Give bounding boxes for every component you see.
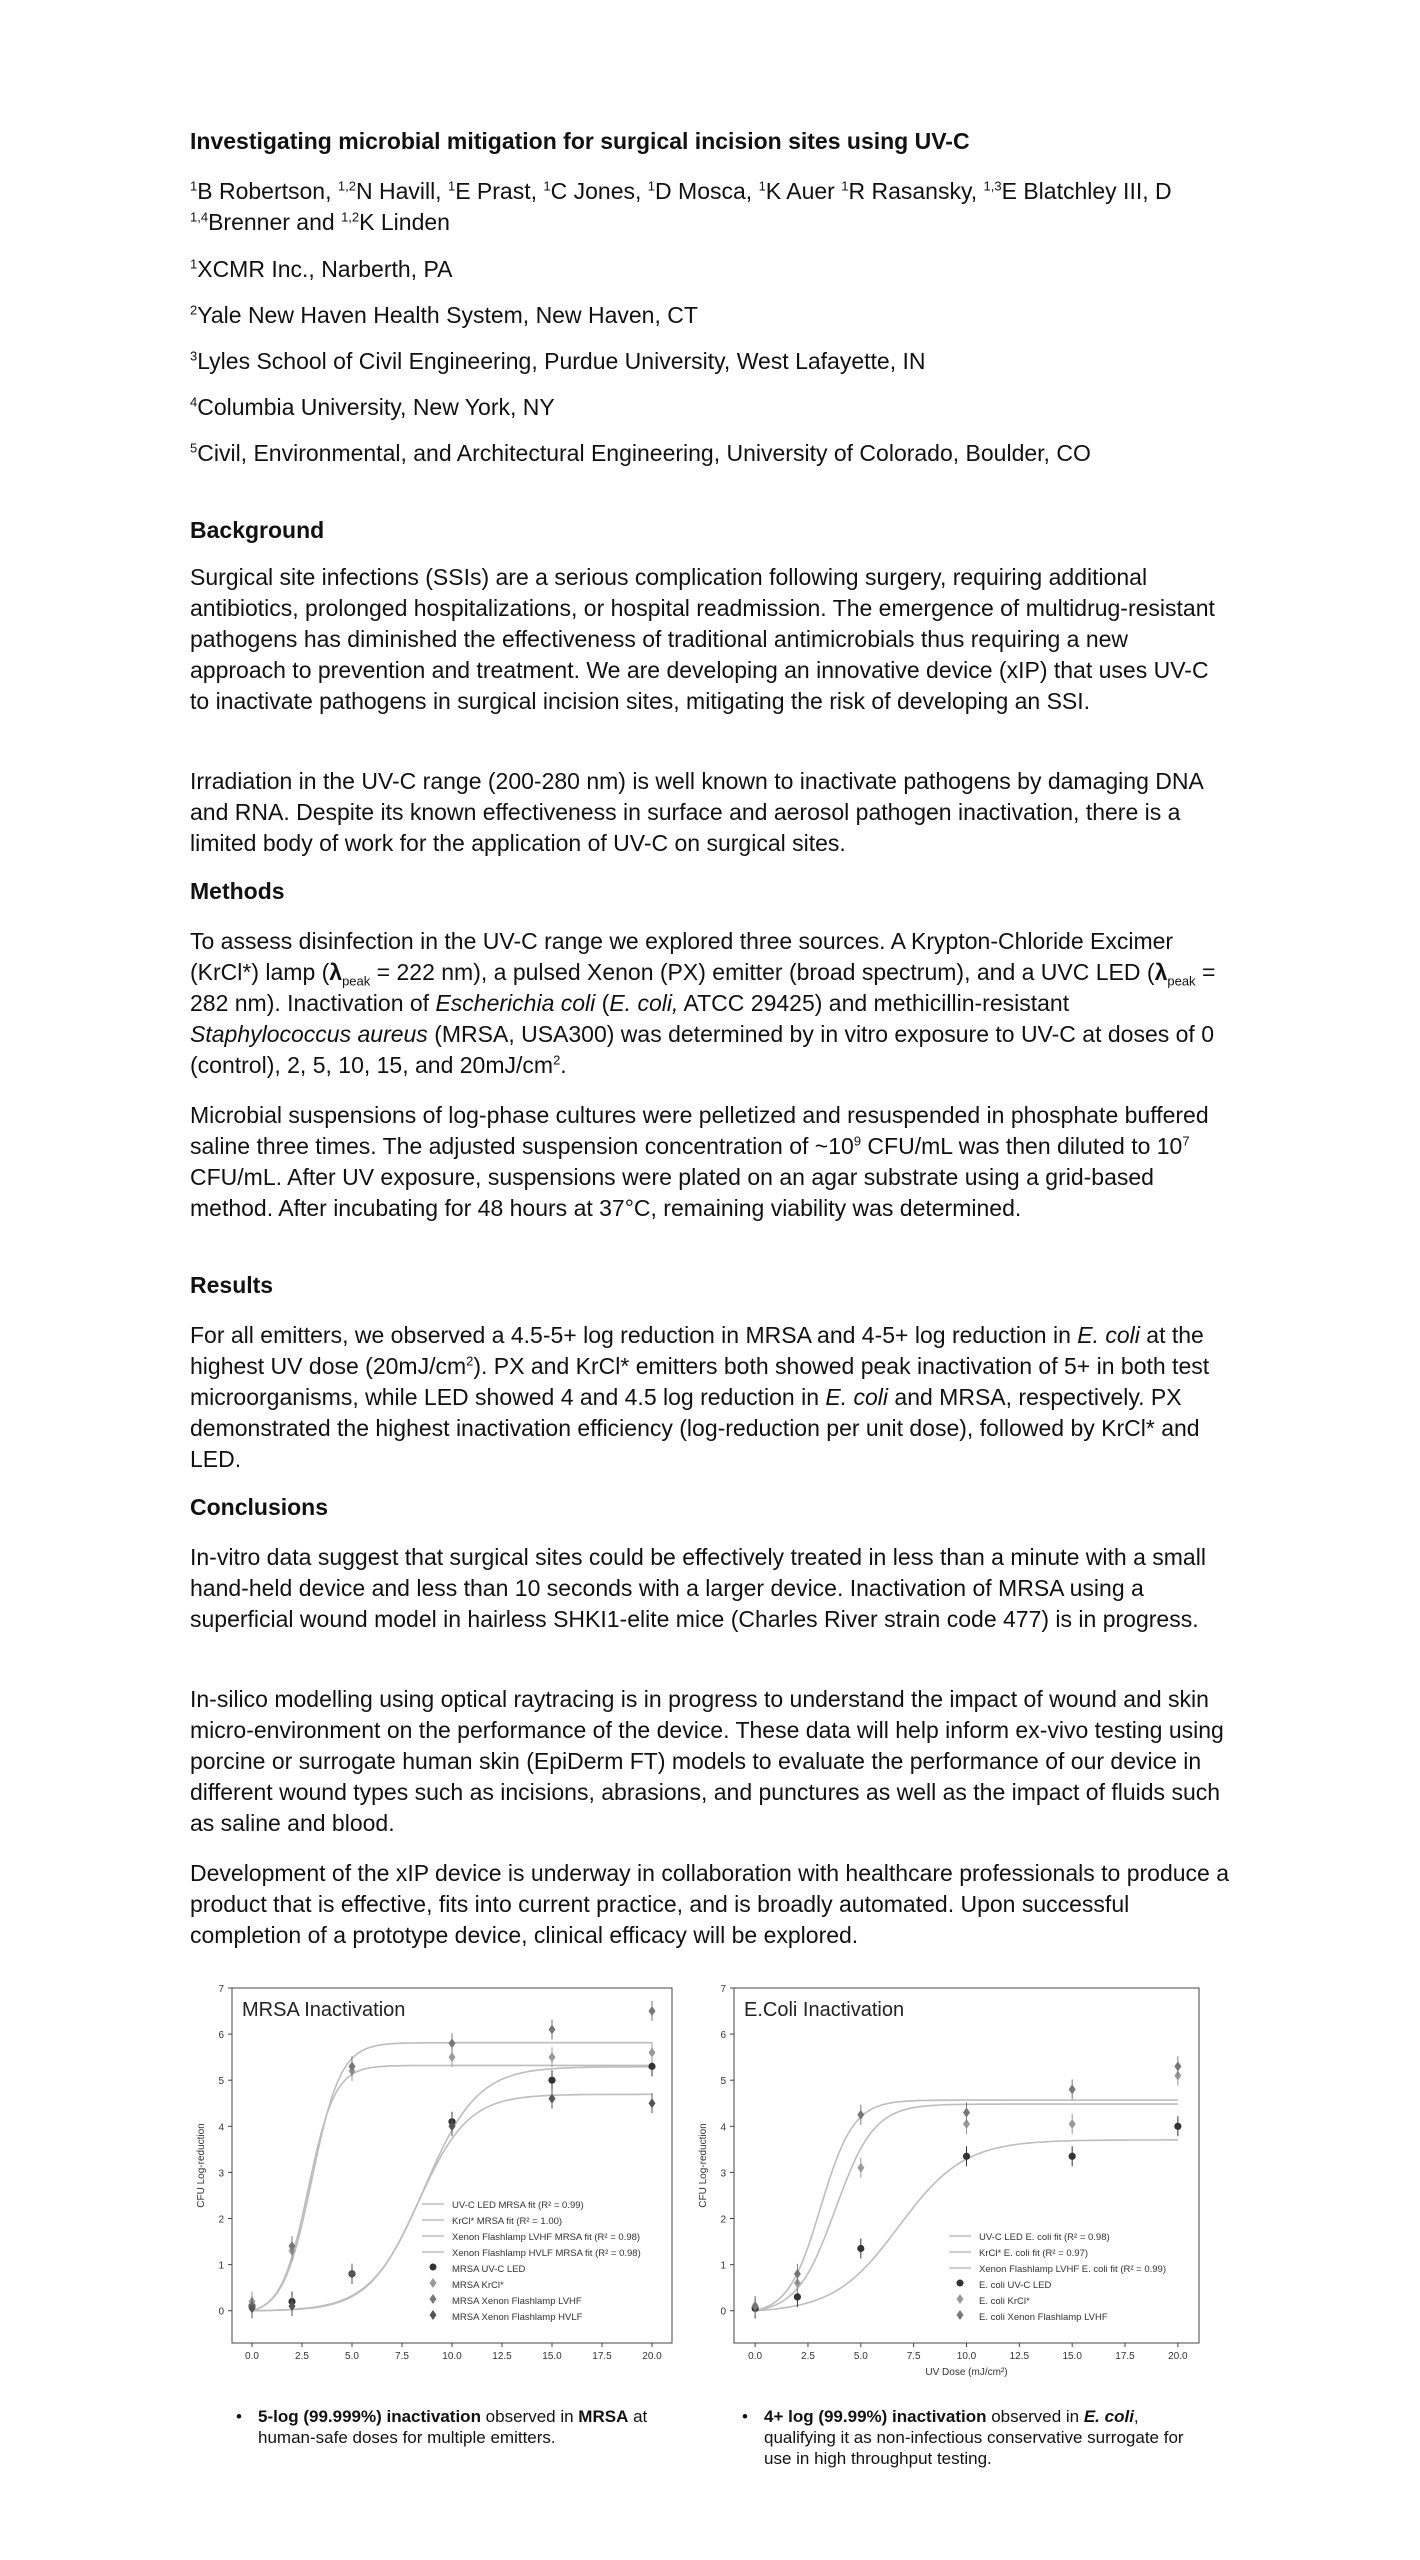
legend-label: E. coli UV-C LED bbox=[979, 2280, 1052, 2291]
legend-label: UV-C LED MRSA fit (R² = 0.99) bbox=[452, 2200, 584, 2211]
y-tick-label: 7 bbox=[218, 1984, 224, 1995]
legend-label: E. coli KrCl* bbox=[979, 2296, 1030, 2307]
author: $^{1,2}$N Havill, bbox=[337, 178, 448, 204]
y-tick-label: 2 bbox=[218, 2214, 224, 2226]
results-paragraph: For all emitters, we observed a 4.5-5+ log reduction in MRSA and 4-5+ log reduction in E. coli at the highest UV dose $(20mJ/cm^2)$. PX and KrCl* emitters both showed peak inactivation of 5+ in both test microorganisms, while LED showed 4 and 4.5 log reduction in E. coli and MRSA, respectively. PX demonstrated the highest inactivation efficiency (log-reduction per unit dose), followed by KrCl* and LED. bbox=[190, 1322, 1210, 1472]
x-tick-label: 0.0 bbox=[245, 2351, 259, 2362]
author: $^1$C Jones, bbox=[543, 178, 648, 204]
legend-label: MRSA UV-C LED bbox=[452, 2264, 526, 2275]
author: $^{1,4}$Brenner and bbox=[190, 209, 342, 235]
author: $^1$D Mosca, bbox=[647, 178, 759, 204]
data-point bbox=[857, 2245, 864, 2252]
legend-label: KrCl* E. coli fit (R² = 0.97) bbox=[979, 2248, 1089, 2259]
data-point bbox=[963, 2153, 970, 2160]
x-tick-label: 0.0 bbox=[748, 2351, 763, 2362]
y-tick-label: 7 bbox=[720, 1984, 726, 1995]
conclusions-paragraph-1: In-vitro data suggest that surgical sites could be effectively treated in less than a minute with a small hand-held device and less than 10 seconds with a larger device. Inactivation of MRSA using a superficial wound model in hairless SHKI1-elite mice (Charles River strain code 477) is in progress. bbox=[190, 1544, 1206, 1632]
legend-label: MRSA Xenon Flashlamp HVLF bbox=[452, 2312, 583, 2323]
data-point bbox=[648, 2063, 655, 2070]
x-tick-label: 5.0 bbox=[345, 2351, 359, 2362]
affiliation: $^5$Civil, Environmental, and Architectural Engineering, University of Colorado, Boulder, CO bbox=[190, 440, 1091, 466]
legend-label: Xenon Flashlamp HVLF MRSA fit (R² = 0.98) bbox=[452, 2248, 641, 2259]
legend-label: MRSA KrCl* bbox=[452, 2280, 504, 2291]
data-point bbox=[794, 2293, 801, 2300]
y-tick-label: 5 bbox=[218, 2076, 224, 2088]
y-tick-label: 3 bbox=[720, 2168, 726, 2180]
x-tick-label: 10.0 bbox=[442, 2351, 462, 2362]
author: $^1$E Prast, bbox=[447, 178, 544, 204]
y-tick-label: 0 bbox=[720, 2306, 726, 2318]
chart-title: MRSA Inactivation bbox=[242, 1999, 406, 2021]
y-axis-label: CFU Log-reduction bbox=[698, 2123, 709, 2208]
x-tick-label: 10.0 bbox=[956, 2351, 977, 2362]
conclusions-heading: Conclusions bbox=[190, 1494, 329, 1520]
mrsa-inactivation-chart bbox=[190, 1978, 690, 2383]
affiliation: $^4$Columbia University, New York, NY bbox=[190, 394, 555, 420]
affiliation: $^1$XCMR Inc., Narberth, PA bbox=[190, 256, 453, 282]
y-tick-label: 0 bbox=[218, 2306, 224, 2318]
author: $^{1,2}$K Linden bbox=[341, 209, 450, 235]
data-point bbox=[548, 2077, 555, 2084]
mrsa-caption: • 5-log (99.999%) inactivation observed in MRSA at human-safe doses for multiple emitters. bbox=[236, 2407, 648, 2447]
x-tick-label: 17.5 bbox=[1115, 2351, 1135, 2362]
x-tick-label: 2.5 bbox=[801, 2351, 815, 2362]
bullet: • bbox=[236, 2407, 242, 2426]
affiliation: $^3$Lyles School of Civil Engineering, Purdue University, West Lafayette, IN bbox=[190, 348, 926, 374]
y-tick-label: 3 bbox=[218, 2168, 224, 2180]
legend-label: E. coli Xenon Flashlamp LVHF bbox=[979, 2312, 1108, 2323]
x-tick-label: 5.0 bbox=[853, 2351, 868, 2362]
results-heading: Results bbox=[190, 1272, 274, 1298]
legend-label: MRSA Xenon Flashlamp LVHF bbox=[452, 2296, 582, 2307]
legend-label: UV-C LED E. coli fit (R² = 0.98) bbox=[979, 2232, 1110, 2243]
x-tick-label: 12.5 bbox=[492, 2351, 512, 2362]
affiliation: $^2$Yale New Haven Health System, New Haven, CT bbox=[190, 302, 698, 328]
paper-title: Investigating microbial mitigation for surgical incision sites using UV-C bbox=[190, 128, 970, 154]
x-tick-label: 15.0 bbox=[1062, 2351, 1082, 2362]
conclusions-paragraph-2: In-silico modelling using optical raytracing is in progress to understand the impact of wound and skin micro-environment on the performance of the device. These data will help inform ex-vivo testing using porcine or surrogate human skin (EpiDerm FT) models to evaluate the performance of our device in different wound types such as incisions, abrasions, and punctures as well as the impact of fluids such as saline and blood. bbox=[190, 1686, 1224, 1836]
data-point bbox=[1174, 2123, 1181, 2130]
ecoli-inactivation-chart bbox=[692, 1978, 1212, 2383]
y-tick-label: 1 bbox=[720, 2260, 726, 2272]
x-tick-label: 20.0 bbox=[1168, 2351, 1188, 2362]
data-point bbox=[1069, 2153, 1076, 2160]
author: $^1$R Rasansky, bbox=[841, 178, 984, 204]
legend-label: Xenon Flashlamp LVHF MRSA fit (R² = 0.98) bbox=[452, 2232, 641, 2243]
ecoli-caption: • 4+ log (99.99%) inactivation observed in E. coli, qualifying it as non-infectious conservative surrogate for use in high throughput testing. bbox=[742, 2407, 1184, 2468]
background-paragraph-2: Irradiation in the UV-C range (200-280 nm) is well known to inactivate pathogens by damaging DNA and RNA. Despite its known effectiveness in surface and aerosol pathogen inactivation, there is a limited body of work for the application of UV-C on surgical sites. bbox=[190, 768, 1203, 856]
author-list bbox=[190, 176, 1230, 238]
y-tick-label: 4 bbox=[720, 2122, 726, 2134]
legend-label: KrCl* MRSA fit (R² = 1.00) bbox=[452, 2216, 563, 2227]
background-paragraph-1: Surgical site infections (SSIs) are a serious complication following surgery, requiring additional antibiotics, prolonged hospitalizations, or hospital readmission. The emergence of multidrug-resistant pathogens has diminished the effectiveness of traditional antimicrobials thus requiring a new approach to prevention and treatment. We are developing an innovative device (xIP) that uses UV-C to inactivate pathogens in surgical incision sites, mitigating the risk of developing an SSI. bbox=[190, 564, 1215, 714]
y-axis-label: CFU Log-reduction bbox=[196, 2123, 207, 2208]
ecoli-figure bbox=[692, 1978, 1212, 2388]
x-tick-label: 7.5 bbox=[906, 2351, 921, 2362]
y-tick-label: 2 bbox=[720, 2214, 726, 2226]
x-tick-label: 17.5 bbox=[592, 2351, 612, 2362]
x-tick-label: 12.5 bbox=[1009, 2351, 1030, 2362]
background-heading: Background bbox=[190, 517, 325, 543]
chart-title: E.Coli Inactivation bbox=[744, 1999, 905, 2021]
methods-paragraph-2: Microbial suspensions of log-phase cultures were pelletized and resuspended in phosphate buffered saline three times. The adjusted suspension concentration of $\sim 10^9$ CFU/mL was then diluted to $10^7$ CFU/mL. After UV exposure, suspensions were plated on an agar substrate using a grid-based method. After incubating for 48 hours at 37°C, remaining viability was determined. bbox=[190, 1102, 1209, 1221]
author: $^1$B Robertson, bbox=[190, 178, 338, 204]
methods-paragraph-1: To assess disinfection in the UV-C range we explored three sources. A Krypton-Chloride Excimer (KrCl*) lamp ($\lambda_{peak} = 222$ nm), a pulsed Xenon (PX) emitter (broad spectrum), and a UVC LED ($\lambda_{peak} = 282$ nm). Inactivation of Escherichia coli (E. coli, ATCC 29425) and methicillin-resistant Staphylococcus aureus (MRSA, USA300) was determined by in vitro exposure to UV-C at doses of 0 (control), 2, 5, 10, 15, and $20mJ/cm^2$. bbox=[190, 928, 1216, 1078]
legend-marker bbox=[957, 2280, 964, 2287]
legend-marker bbox=[430, 2264, 437, 2271]
y-tick-label: 6 bbox=[218, 2030, 224, 2042]
y-tick-label: 1 bbox=[218, 2260, 224, 2272]
y-tick-label: 5 bbox=[720, 2076, 726, 2088]
x-tick-label: 20.0 bbox=[642, 2351, 662, 2362]
methods-heading: Methods bbox=[190, 878, 285, 904]
author: $^{1,3}$E Blatchley III, D bbox=[983, 178, 1172, 204]
bullet: • bbox=[742, 2407, 748, 2426]
legend-label: Xenon Flashlamp LVHF E. coli fit (R² = 0.99) bbox=[979, 2264, 1166, 2275]
mrsa-figure bbox=[190, 1978, 690, 2388]
y-tick-label: 4 bbox=[218, 2122, 224, 2134]
x-tick-label: 7.5 bbox=[395, 2351, 409, 2362]
x-tick-label: 15.0 bbox=[542, 2351, 562, 2362]
y-tick-label: 6 bbox=[720, 2030, 726, 2042]
conclusions-paragraph-3: Development of the xIP device is underway in collaboration with healthcare professionals to produce a product that is effective, fits into current practice, and is broadly automated. Upon successful completion of a prototype device, clinical efficacy will be explored. bbox=[190, 1860, 1230, 1948]
author: $^1$K Auer bbox=[758, 178, 842, 204]
x-tick-label: 2.5 bbox=[295, 2351, 309, 2362]
x-axis-label: UV Dose (mJ/cm²) bbox=[925, 2367, 1008, 2378]
